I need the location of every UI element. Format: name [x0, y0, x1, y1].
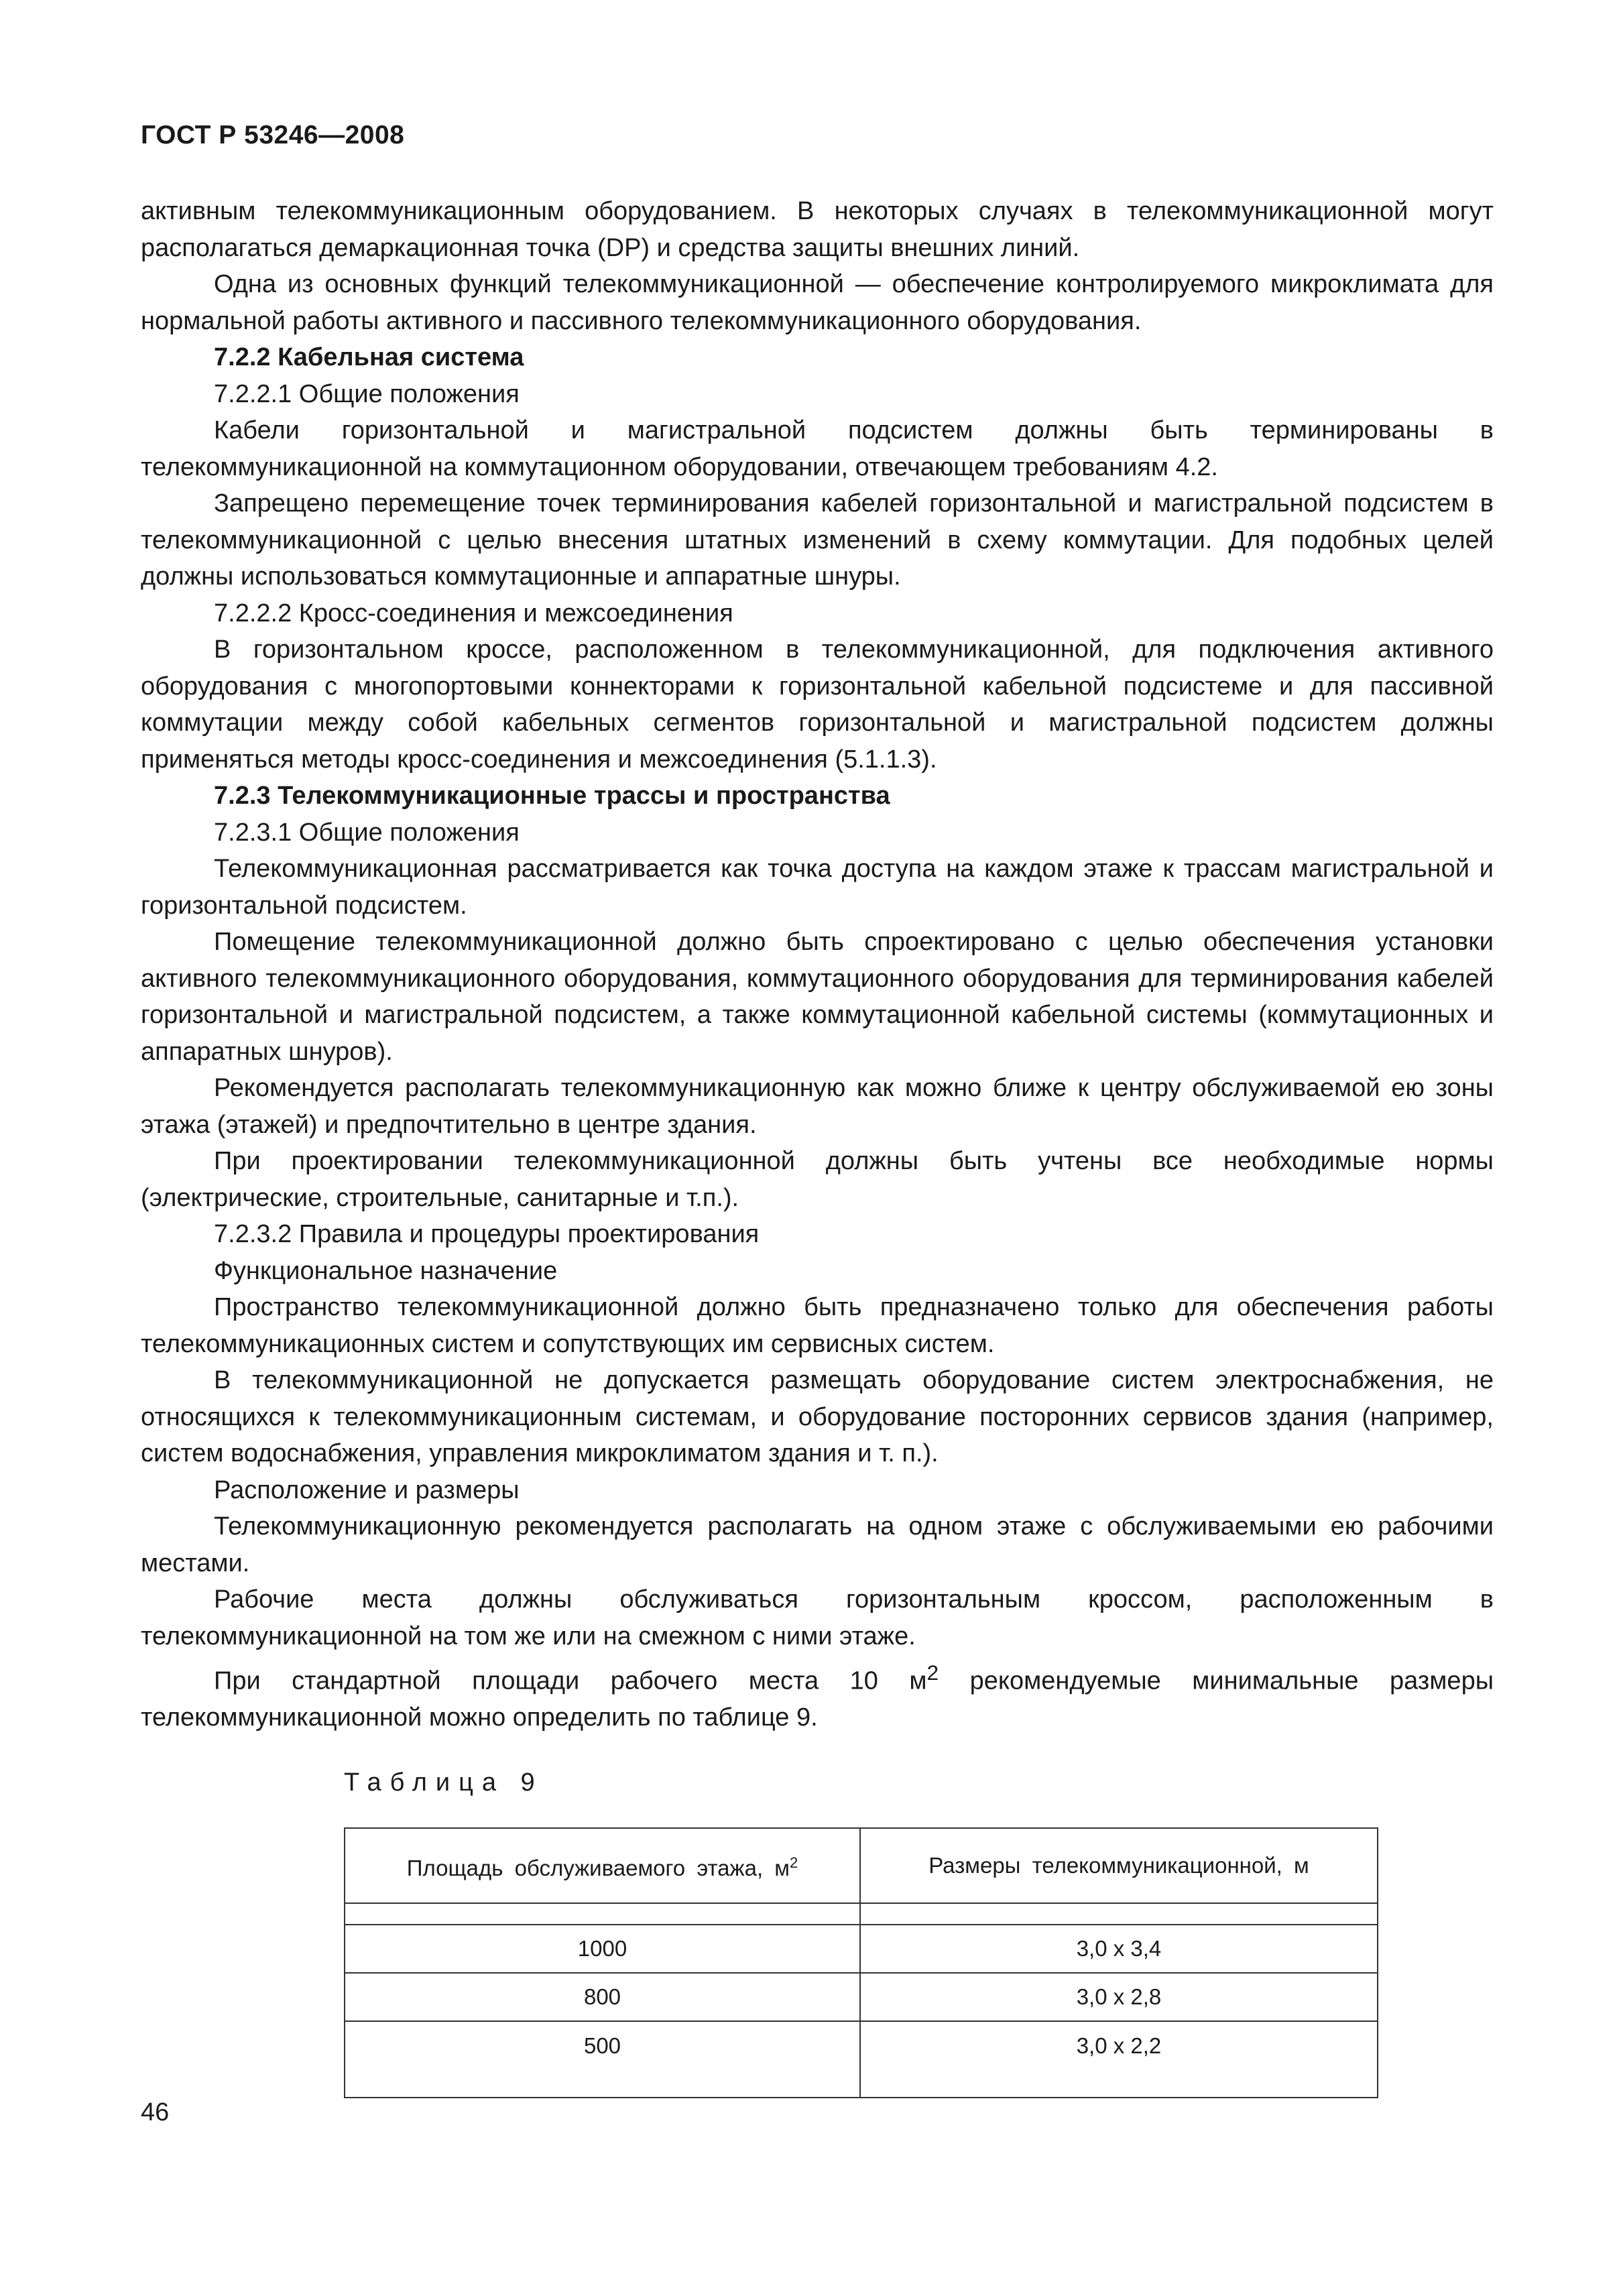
- paragraph: Кабели горизонтальной и магистральной подсистем должны быть терминированы в телекоммуникационной на коммутационном оборудовании, отвечающем требованиям 4.2.: [141, 416, 1494, 481]
- paragraph: При проектировании телекоммуникационной должны быть учтены все необходимые нормы (электрические, строительные, санитарные и т.п.).: [141, 1147, 1494, 1212]
- superscript: 2: [926, 1660, 939, 1685]
- subheading: Функциональное назначение: [214, 1256, 558, 1285]
- subheading: Расположение и размеры: [214, 1475, 520, 1504]
- cell-size: 3,0 х 2,2: [860, 2021, 1378, 2098]
- paragraph: В горизонтальном кроссе, расположенном в телекоммуникационной, для подключения активного оборудования с многопортовыми коннекторами к горизонтальной кабельной подсистеме и для пассивной коммутации между собой кабельных сегментов горизонтальной и магистральной подсистем должны применяться методы кросс-соединения и межсоединения (5.1.1.3).: [141, 636, 1494, 774]
- paragraph: Телекоммуникационная рассматривается как точка доступа на каждом этаже к трассам магистральной и горизонтальной подсистем.: [141, 855, 1494, 920]
- column-header-area: Площадь обслуживаемого этажа, $м^2$: [345, 1828, 860, 1903]
- table-row: [345, 1925, 1378, 1973]
- subsection-title: 7.2.3.1 Общие положения: [214, 818, 520, 847]
- table-9: [344, 1827, 1378, 2098]
- superscript: 2: [790, 1854, 798, 1871]
- subsection-title: 7.2.2.1 Общие положения: [214, 379, 520, 408]
- paragraph: [141, 1654, 1494, 1736]
- paragraph: активным телекоммуникационным оборудованием. В некоторых случаях в телекоммуникационной могут располагаться демаркационная точка (DP) и средства защиты внешних линий.: [141, 197, 1494, 262]
- text-run: При стандартной площади рабочего места 10 м: [214, 1667, 927, 1695]
- cell-area: 1000: [345, 1925, 860, 1973]
- paragraph: Телекоммуникационную рекомендуется располагать на одном этаже с обслуживаемыми ею рабочими местами.: [141, 1512, 1494, 1577]
- table-row: [345, 2021, 1378, 2098]
- subsection-title: 7.2.3.2 Правила и процедуры проектирования: [214, 1220, 760, 1248]
- paragraph: Помещение телекоммуникационной должно быть спроектировано с целью обеспечения установки активного телекоммуникационного оборудования, коммутационного оборудования для терминирования кабелей горизонтальной и магистральной подсистем, а также коммутационной кабельной системы (коммутационных и аппаратных шнуров).: [141, 928, 1494, 1066]
- subsection-title: 7.2.2.2 Кросс-соединения и межсоединения: [214, 599, 733, 627]
- cell-area: 800: [345, 1973, 860, 2021]
- paragraph: Рабочие места должны обслуживаться горизонтальным кроссом, расположенным в телекоммуникационной на том же или на смежном с ними этаже.: [141, 1585, 1494, 1650]
- paragraph: Пространство телекоммуникационной должно быть предназначено только для обеспечения работы телекоммуникационных систем и сопутствующих им сервисных систем.: [141, 1293, 1494, 1358]
- cell-size: 3,0 х 3,4: [860, 1925, 1378, 1973]
- document-header: ГОСТ Р 53246—2008: [141, 121, 405, 149]
- table-header-row: [345, 1828, 1378, 1903]
- paragraph: В телекоммуникационной не допускается размещать оборудование систем электроснабжения, не относящихся к телекоммуникационным системам, и оборудование посторонних сервисов здания (например, систем водоснабжения, управления микроклиматом здания и т. п.).: [141, 1366, 1494, 1467]
- cell-size: 3,0 х 2,8: [860, 1973, 1378, 2021]
- table-caption: Таблица 9: [344, 1768, 544, 1797]
- section-heading: 7.2.2 Кабельная система: [214, 343, 524, 371]
- page-number: 46: [141, 2098, 170, 2126]
- paragraph: Рекомендуется располагать телекоммуникационную как можно ближе к центру обслуживаемой ею зоны этажа (этажей) и предпочтительно в центре здания.: [141, 1074, 1494, 1139]
- cell-area: 500: [345, 2021, 860, 2098]
- column-header-size: Размеры телекоммуникационной, м: [860, 1828, 1378, 1903]
- table-header-spacer: [345, 1903, 1378, 1925]
- body-text: [141, 193, 1494, 1736]
- paragraph: Запрещено перемещение точек терминирования кабелей горизонтальной и магистральной подсистем в телекоммуникационной с целью внесения штатных изменений в схему коммутации. Для подобных целей должны использоваться коммутационные и аппаратные шнуры.: [141, 489, 1494, 591]
- paragraph: Одна из основных функций телекоммуникационной — обеспечение контролируемого микроклимата для нормальной работы активного и пассивного телекоммуникационного оборудования.: [141, 270, 1494, 335]
- table-row: [345, 1973, 1378, 2021]
- section-heading: 7.2.3 Телекоммуникационные трассы и пространства: [214, 782, 890, 810]
- text-run: рекомендуемые минимальные размеры телекоммуникационной можно определить по таблице 9.: [141, 1667, 1494, 1732]
